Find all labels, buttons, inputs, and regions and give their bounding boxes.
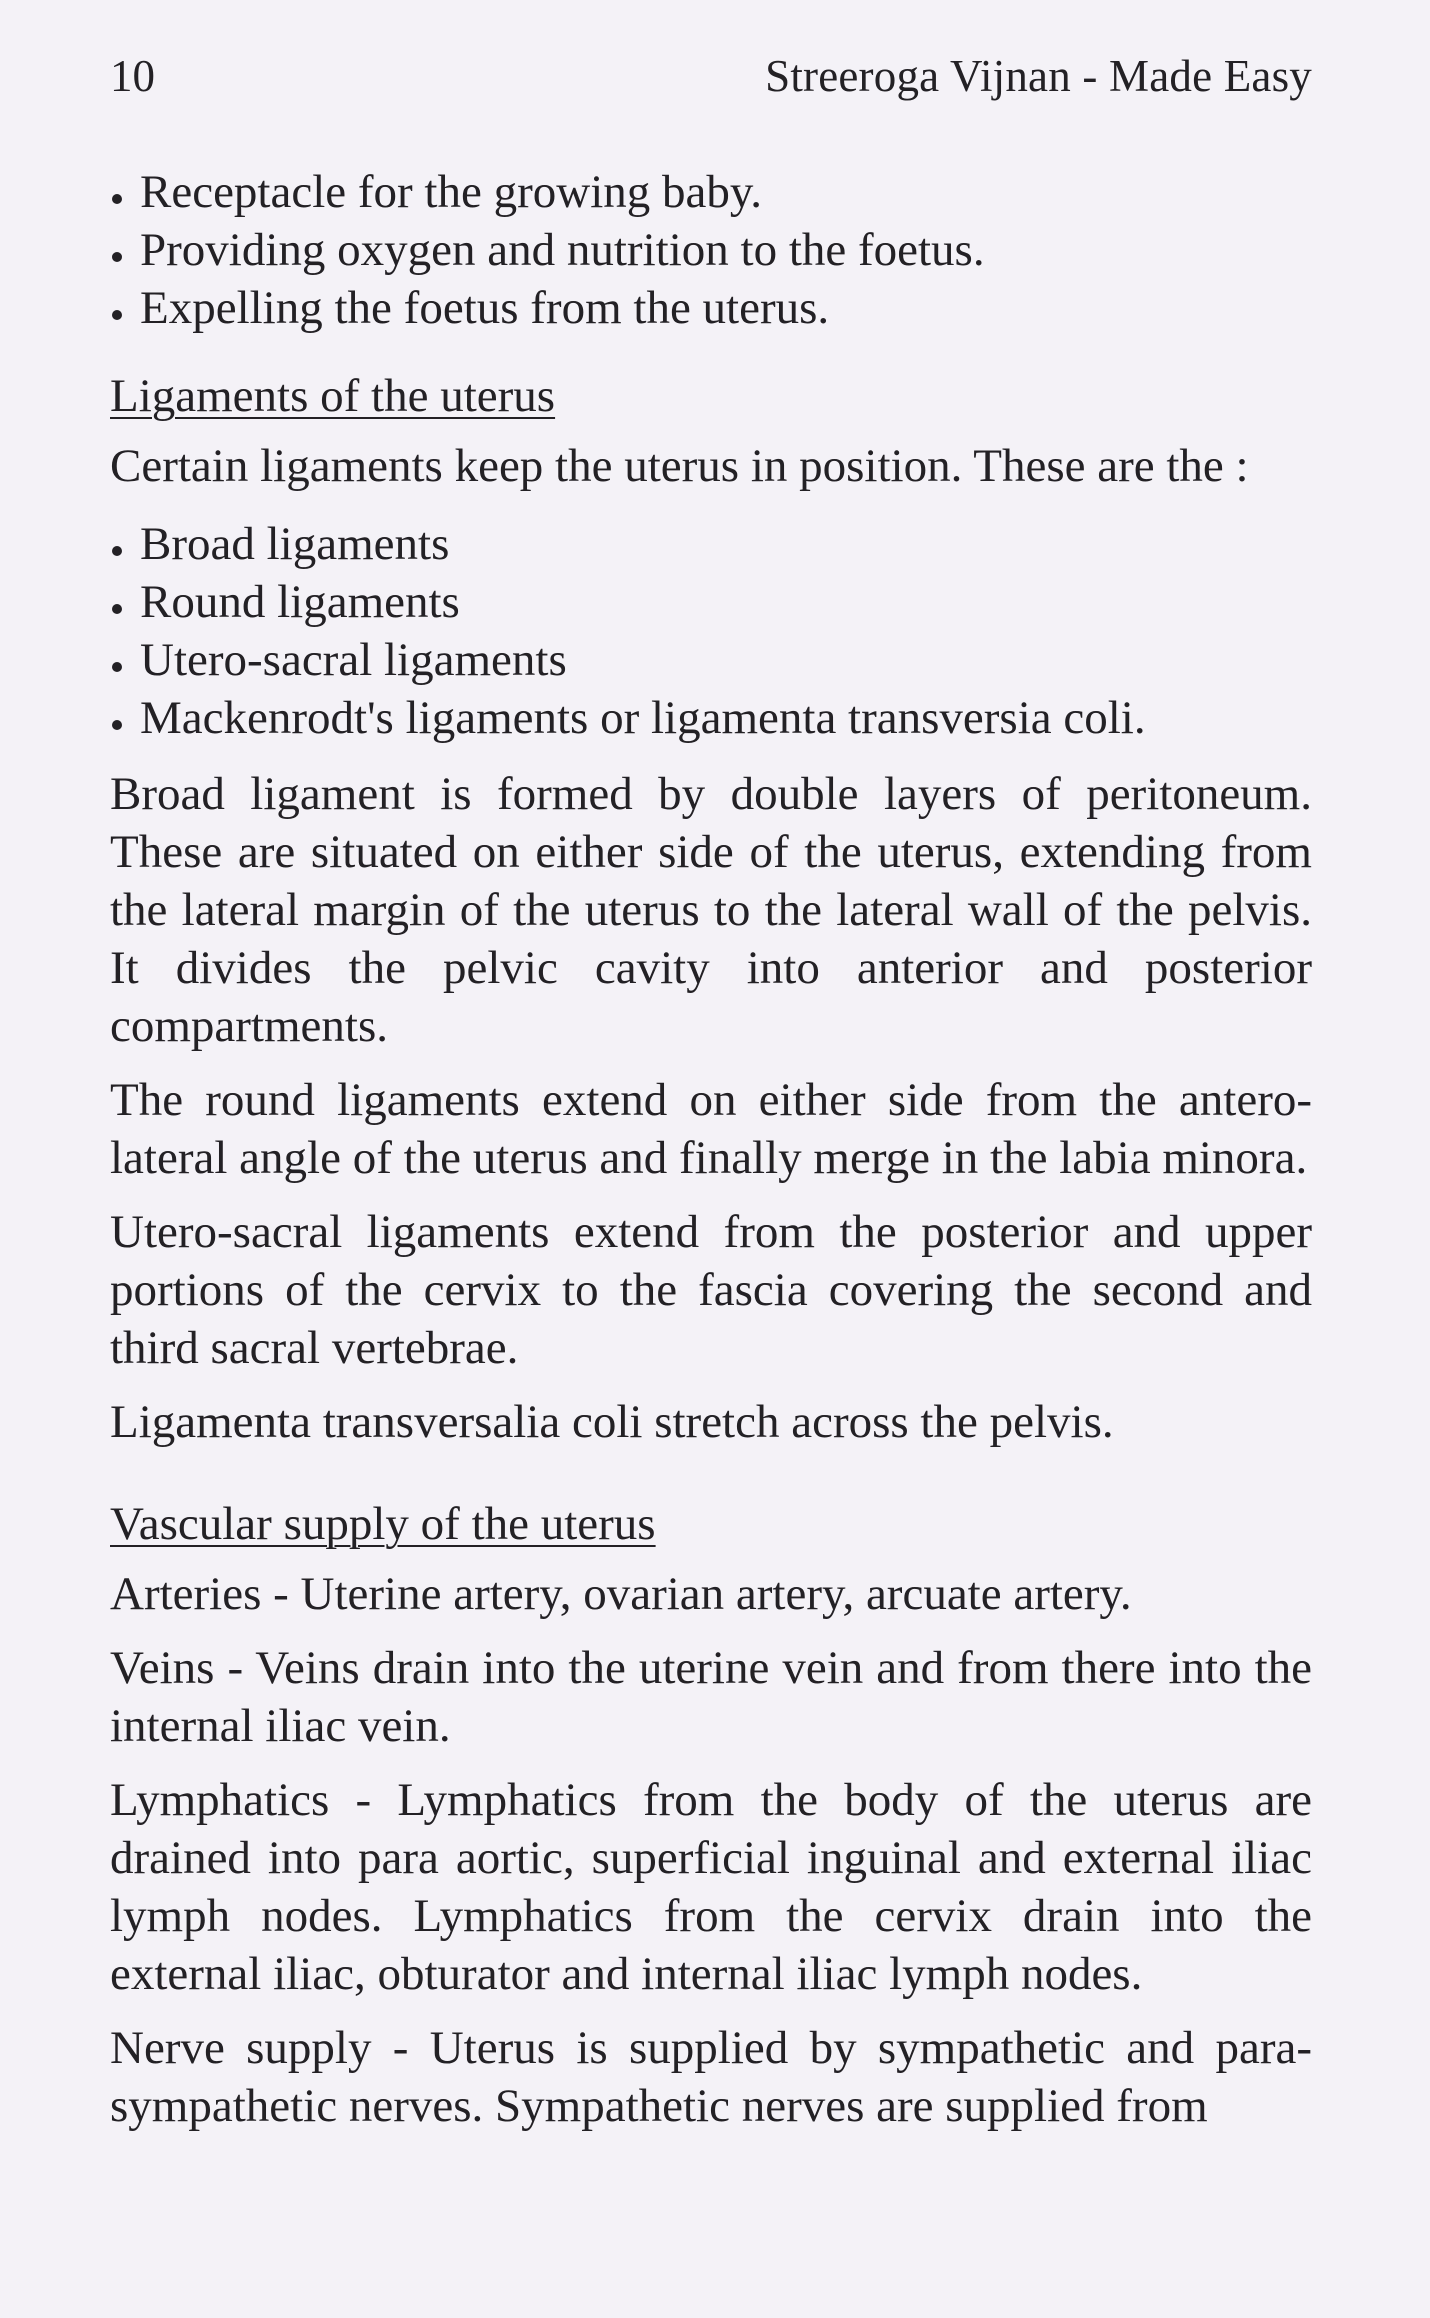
list-item: Broad ligaments bbox=[110, 515, 1312, 573]
uterus-functions-list bbox=[110, 163, 1312, 337]
page-number: 10 bbox=[110, 51, 155, 101]
utero-sacral-paragraph: Utero-sacral ligaments extend from the posterior and upper portions of the cervix to the fascia covering the second and third sacral vertebrae. bbox=[110, 1206, 1312, 1374]
section-heading-vascular: Vascular supply of the uterus bbox=[110, 1498, 656, 1550]
book-title: Streeroga Vijnan - Made Easy bbox=[765, 51, 1312, 101]
nerve-supply-paragraph: Nerve supply - Uterus is supplied by sympathetic and parasympathetic nerves. Sympathetic nerves are supplied from bbox=[110, 2022, 1312, 2132]
list-item: Utero-sacral ligaments bbox=[110, 631, 1312, 689]
veins-paragraph: Veins - Veins drain into the uterine vein and from there into the internal iliac vein. bbox=[110, 1642, 1312, 1752]
book-page bbox=[110, 40, 1312, 2135]
list-item: Round ligaments bbox=[110, 573, 1312, 631]
ligaments-list bbox=[110, 515, 1312, 747]
running-header bbox=[110, 51, 1312, 101]
broad-ligament-paragraph: Broad ligament is formed by double layers of peritoneum. These are situated on either side of the uterus, extending from the lateral margin of the uterus to the lateral wall of the pelvis. It divides the pelvic cavity into anterior and posterior compartments. bbox=[110, 768, 1312, 1052]
list-item: Providing oxygen and nutrition to the foetus. bbox=[110, 221, 1312, 279]
section-heading-ligaments: Ligaments of the uterus bbox=[110, 370, 556, 422]
page-body bbox=[110, 163, 1312, 2135]
transversalia-paragraph: Ligamenta transversalia coli stretch across the pelvis. bbox=[110, 1396, 1114, 1448]
lymphatics-paragraph: Lymphatics - Lymphatics from the body of the uterus are drained into para aortic, superficial inguinal and external iliac lymph nodes. Lymphatics from the cervix drain into the external iliac, obturator and internal iliac lymph nodes. bbox=[110, 1774, 1312, 2000]
round-ligament-paragraph: The round ligaments extend on either side from the anterolateral angle of the uterus and finally merge in the labia minora. bbox=[110, 1074, 1312, 1184]
list-item: Receptacle for the growing baby. bbox=[110, 163, 1312, 221]
list-item: Mackenrodt's ligaments or ligamenta transversia coli. bbox=[110, 689, 1312, 747]
list-item: Expelling the foetus from the uterus. bbox=[110, 279, 1312, 337]
ligaments-intro-paragraph: Certain ligaments keep the uterus in position. These are the : bbox=[110, 440, 1249, 492]
arteries-paragraph: Arteries - Uterine artery, ovarian artery, arcuate artery. bbox=[110, 1568, 1132, 1620]
